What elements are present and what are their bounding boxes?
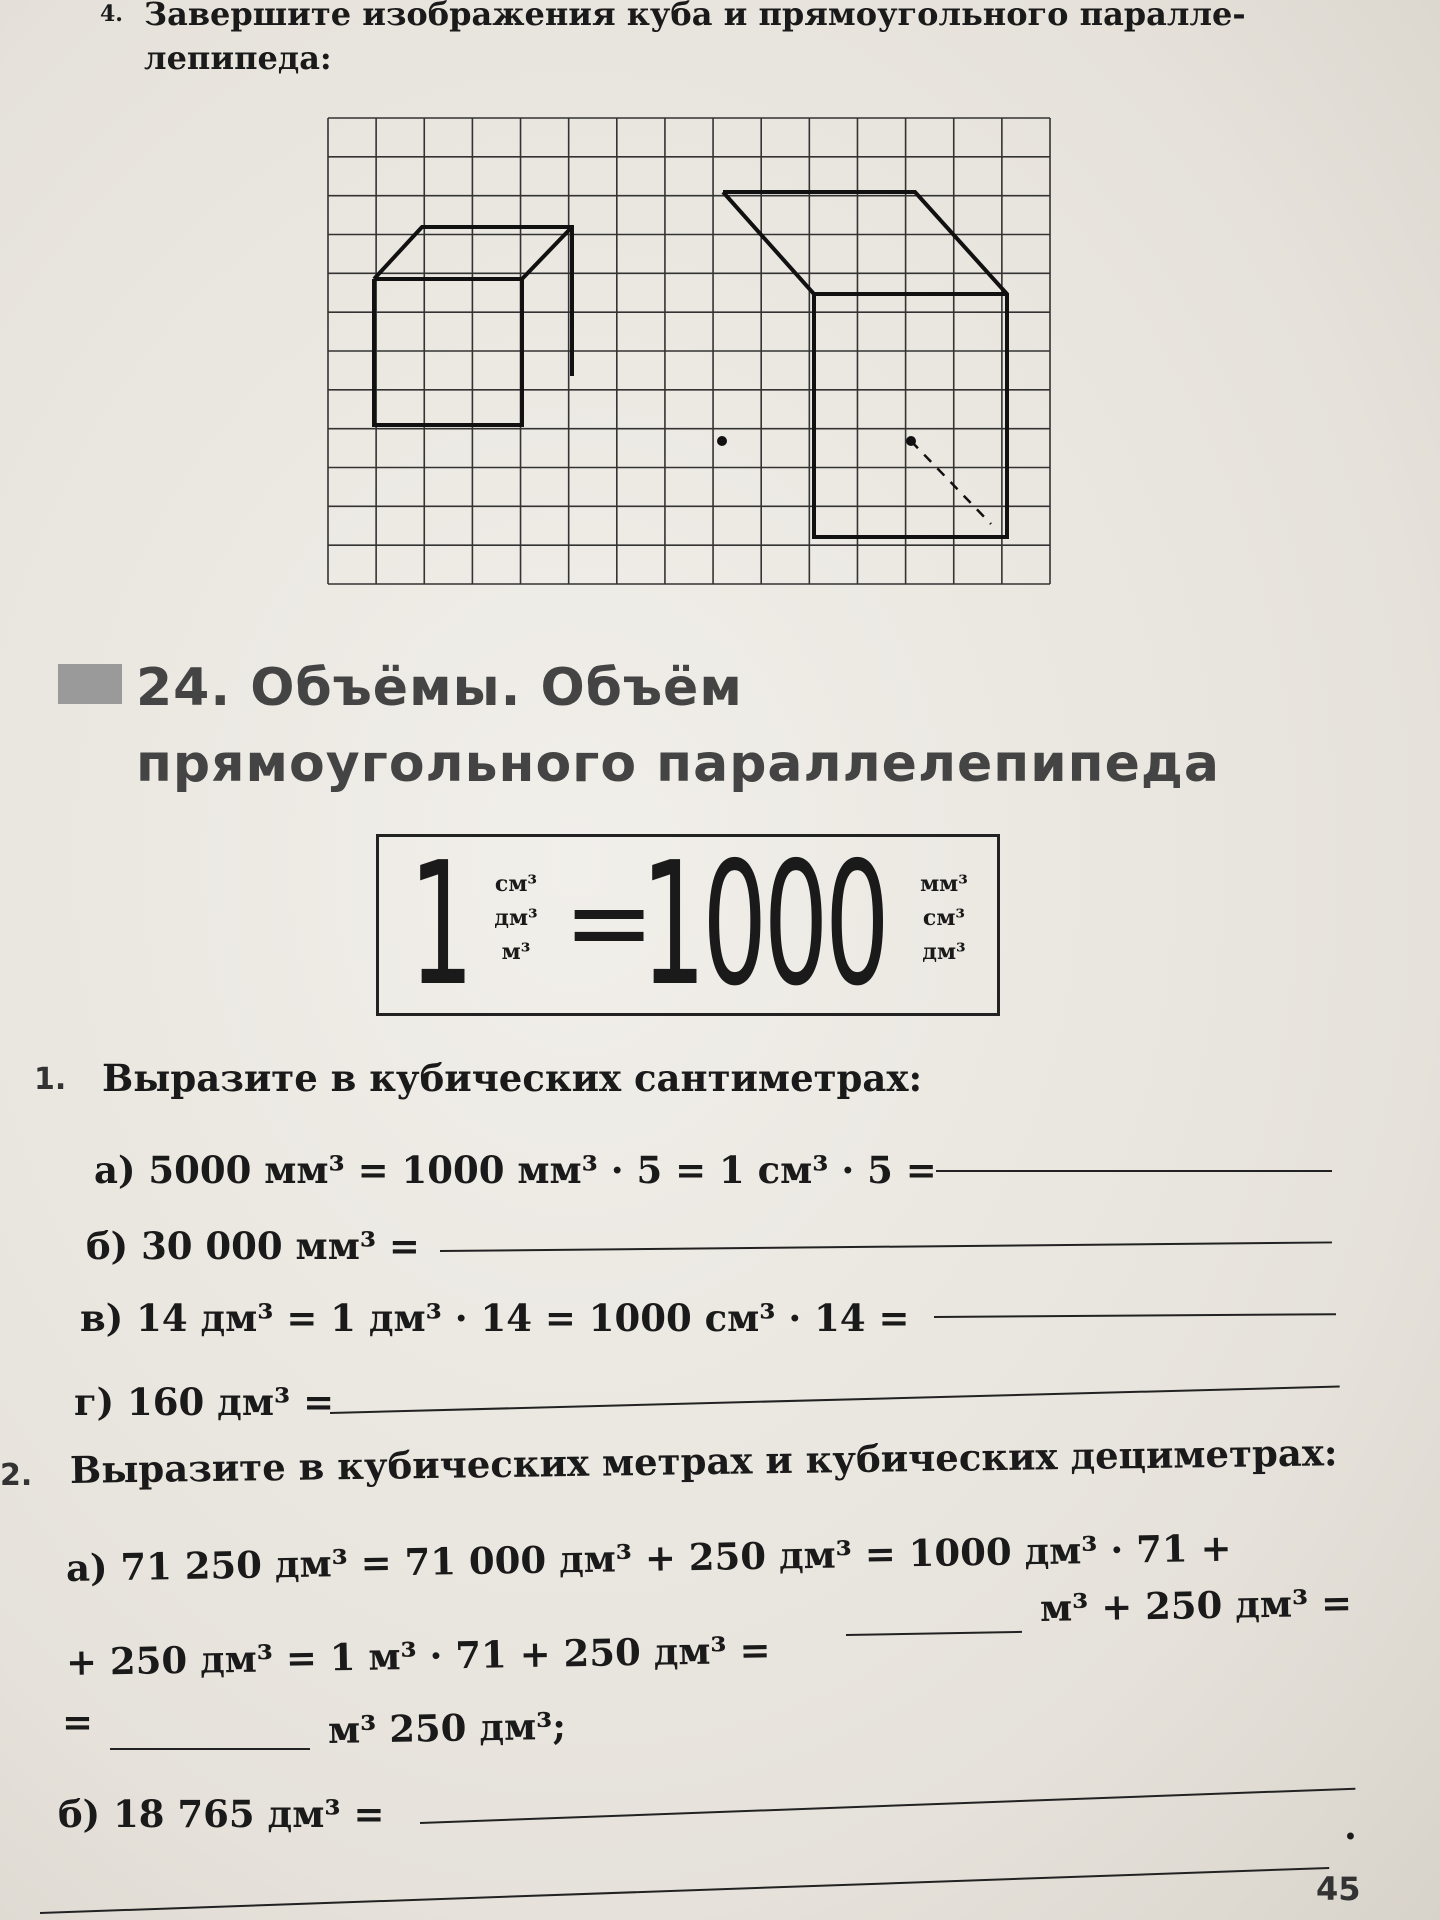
section-marker [58,664,122,704]
vertex-dot-right [906,436,916,446]
lhs-unit: м³ [501,939,531,965]
rhs-unit: см³ [922,905,966,931]
grid-figure [326,116,1052,586]
answer-blank-1b[interactable] [440,1241,1332,1252]
page-number: 45 [1316,1870,1361,1908]
answer-blank-2a-2[interactable] [110,1748,310,1750]
answer-blank-1a[interactable] [936,1170,1332,1172]
grid-lines [328,118,1050,584]
exercise2-b-line: б) 18 765 дм³ = [58,1792,385,1836]
formula-one: 1 [409,826,474,1024]
answer-blank-2a-1[interactable] [846,1631,1022,1636]
unit-formula-box [376,826,1000,1024]
formula-value: 1000 [641,826,887,1024]
parallelepiped-drawing [723,192,1007,537]
lhs-unit: см³ [494,871,538,897]
formula-equals: = [563,858,656,986]
lhs-unit: дм³ [494,905,538,931]
exercise1-item-v: в) 14 дм³ = 1 дм³ · 14 = 1000 см³ · 14 = [80,1296,910,1340]
hidden-edge-dashed [911,441,991,524]
rhs-unit: дм³ [922,939,966,965]
exercise2-b-end: . [1344,1804,1357,1848]
exercise1-item-a: а) 5000 мм³ = 1000 мм³ · 5 = 1 см³ · 5 = [94,1148,937,1192]
exercise1-heading: Выразите в кубических сантиметрах: [102,1056,923,1100]
section-title: 24. Объёмы. Объём прямоугольного параллелепипеда [136,658,1220,794]
exercise1-item-b: б) 30 000 мм³ = [86,1224,420,1268]
previous-task-number: 4. [100,1,123,27]
answer-blank-2b-1[interactable] [420,1788,1355,1824]
exercise1-number: 1. [34,1062,67,1097]
exercise2-a-line3-right: м³ 250 дм³; [327,1703,567,1752]
exercise2-heading: Выразите в кубических метрах и кубических дециметрах: [69,1430,1338,1492]
cube-front-face [374,279,522,425]
formula-lhs-units [481,867,551,969]
answer-blank-1v[interactable] [934,1313,1336,1318]
formula-rhs-units [909,867,979,969]
exercise2-a-line1: а) 71 250 дм³ = 71 000 дм³ + 250 дм³ = 1000 дм³ · 71 + [65,1525,1232,1590]
exercise2-a-line3-left: = [62,1700,94,1744]
exercise1-item-g: г) 160 дм³ = [74,1380,335,1424]
answer-blank-2b-2[interactable] [40,1867,1329,1914]
previous-task-text: Завершите изображения куба и прямоугольного паралле-лепипеда: [144,0,1246,77]
exercise2-number: 2. [0,1458,33,1493]
exercise2-a-line2-left: + 250 дм³ = 1 м³ · 71 + 250 дм³ = [65,1627,771,1684]
answer-blank-1g[interactable] [330,1386,1340,1414]
rhs-unit: мм³ [920,871,968,897]
vertex-dot-left [717,436,727,446]
exercise2-a-line2-right: м³ + 250 дм³ = [1039,1580,1353,1630]
parallelepiped-outline [723,192,1007,537]
